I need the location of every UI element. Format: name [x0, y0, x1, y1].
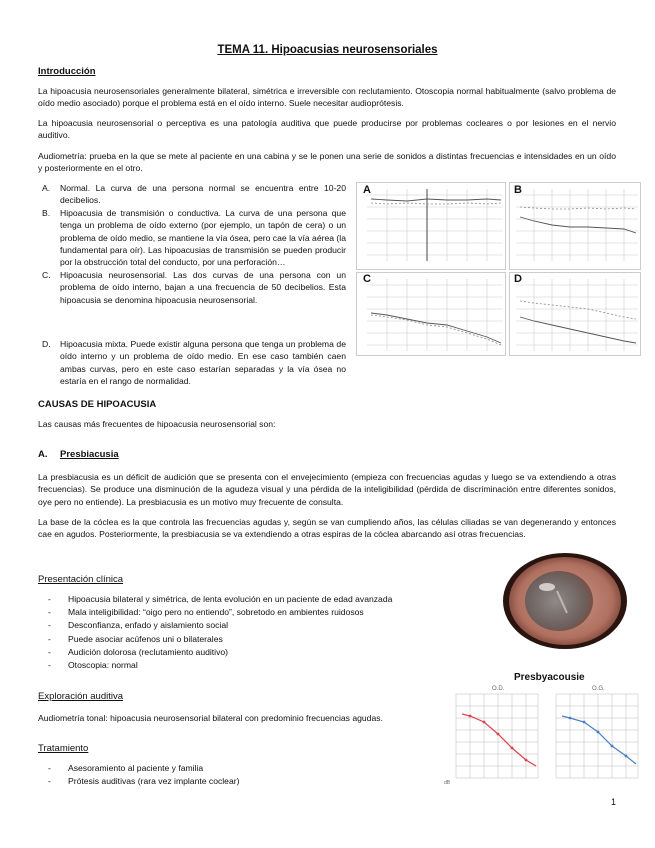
audiometry-types-list — [38, 182, 346, 306]
list-item: B. Hipoacusia de transmisión o conductiva. La curva de una persona que tenga un problema de oído externo (por ejemplo, un tapón de cera) o un problema de oído medio, se mantiene la vía ósea, pero cae la vía aérea (la fundamental para oír). Las hipoacusias de transmisión se pueden producir por la obstrucción total del conducto, por una perforación… — [42, 207, 346, 268]
panel-label-a: A — [363, 184, 371, 196]
presbiacusia-heading: Presbiacusia — [60, 449, 119, 460]
causas-paragraph: Las causas más frecuentes de hipoacusia neurosensorial son: — [38, 419, 276, 429]
intro-paragraph-2: La hipoacusia neurosensorial o perceptiva es una patología auditiva que puede producirse por problemas cocleares o por lesiones en el nervio auditivo. — [38, 118, 616, 141]
presbyacousie-figure — [440, 672, 640, 790]
clinica-list — [38, 593, 458, 672]
panel-label-b: B — [514, 184, 522, 196]
otoscopy-image — [497, 551, 629, 649]
audiogram-panel-d — [509, 272, 641, 356]
intro-heading: Introducción — [38, 66, 96, 77]
audiogram-panel-a — [356, 182, 506, 270]
list-item: - Mala inteligibilidad: “oigo pero no entiendo”, sobretodo en ambientes ruidosos — [38, 606, 458, 619]
list-item: - Hipoacusia bilateral y simétrica, de lenta evolución en un paciente de edad avanzada — [38, 593, 458, 606]
panel-label-d: D — [514, 273, 522, 285]
panel-label-c: C — [363, 273, 371, 285]
chart-unit-left: dB — [444, 780, 451, 786]
tratamiento-list — [38, 762, 438, 788]
list-item: - Audición dolorosa (reclutamiento auditivo) — [38, 646, 458, 659]
presbiacusia-heading-row — [38, 449, 119, 460]
audiogram-c-graphic — [357, 273, 505, 355]
list-item: - Otoscopia: normal — [38, 659, 458, 672]
presbiacusia-paragraph-1: La presbiacusia es un déficit de audición que se presenta con el envejecimiento (empieza con frecuencias agudas y luego se va extendiendo a otras frecuencias). Se produce una disminución de la agudeza visual y una pérdida de la inteligibilidad (pérdida de discriminación entre diferentes sonidos, oye pero no entiende). La presbiacusia es un motivo muy frecuente de consulta. — [38, 472, 616, 507]
tratamiento-heading: Tratamiento — [38, 743, 89, 754]
clinica-heading: Presentación clínica — [38, 574, 124, 585]
intro-paragraph-1: La hipoacusia neurosensoriales generalmente bilateral, simétrica e irreversible con reclutamiento. Otoscopia normal habitualmente (salvo problema de oído medio asociado) porque el problema está en el oído interno. Suele necesitar audioprótesis. — [38, 86, 616, 109]
presbyacousie-graphic — [440, 672, 640, 790]
presbiacusia-paragraph-2: La base de la cóclea es la que controla las frecuencias agudas y, según se van cumpliendo años, las células ciliadas se van degenerando y entonces cae en agudos. Posteriormente, la presbiacusia se va extendiendo a otras espiras de la cóclea abarcando así otras frecuencias. — [38, 517, 616, 540]
page-title: TEMA 11. Hipoacusias neurosensoriales — [217, 44, 438, 56]
og-label: O.G. — [592, 686, 605, 692]
presbiacusia-letter: A. — [38, 449, 48, 460]
intro-paragraph-3: Audiometría: prueba en la que se mete al paciente en una cabina y se le ponen una serie de sonidos a distintas frecuencias e intensidades en un oído y posteriormente en el otro. — [38, 151, 616, 174]
exploracion-heading: Exploración auditiva — [38, 691, 124, 702]
audiogram-d-graphic — [510, 273, 640, 355]
od-label: O.D. — [492, 686, 505, 692]
otoscopy-graphic — [497, 551, 629, 649]
list-item: C. Hipoacusia neurosensorial. Las dos curvas de una persona con un problema de oído interno, bajan a una frecuencia de 50 decibelios. Esta hipoacusia se denomina hipoacusia neurosensorial. — [42, 269, 346, 305]
list-item: - Prótesis auditivas (rara vez implante coclear) — [38, 775, 438, 788]
list-item: A. Normal. La curva de una persona normal se encuentra entre 10-20 decibelios. — [42, 183, 346, 206]
list-item: D. Hipoacusia mixta. Puede existir alguna persona que tenga un problema de oído interno y un problema de oído medio. En ese caso también caen ambas curvas, pero en este caso estarían separadas y la vía ósea no estaría en el rango de normalidad. — [42, 339, 346, 387]
list-item: - Desconfianza, enfado y aislamiento social — [38, 619, 458, 632]
exploracion-text: Audiometría tonal: hipoacusia neurosensorial bilateral con predominio frecuencias agudas. — [38, 713, 383, 723]
audiogram-panel-c — [356, 272, 506, 356]
page-number: 1 — [611, 797, 617, 807]
audiogram-panel-b — [509, 182, 641, 270]
audiogram-b-graphic — [510, 183, 640, 269]
list-item: - Asesoramiento al paciente y familia — [38, 762, 438, 775]
causas-heading: CAUSAS DE HIPOACUSIA — [38, 399, 157, 410]
list-item: - Puede asociar acúfenos uni o bilaterales — [38, 633, 458, 646]
audiogram-a-graphic — [357, 183, 505, 269]
presbyacousie-title: Presbyacousie — [514, 672, 585, 683]
